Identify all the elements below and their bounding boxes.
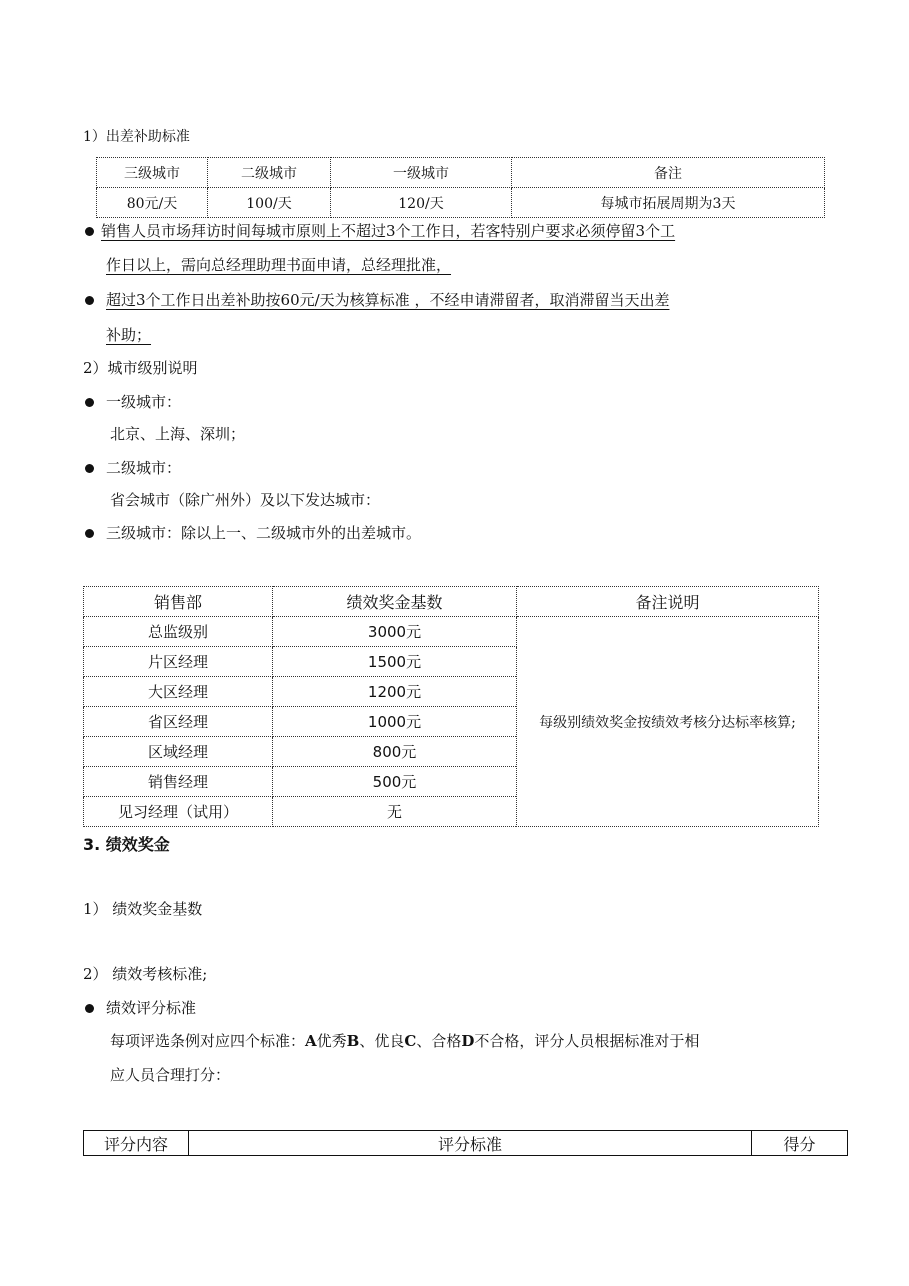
table-cell: 见习经理（试用） (84, 797, 273, 827)
table-header-cell: 二级城市 (208, 158, 331, 188)
table-header-row (84, 587, 819, 617)
table-cell: 120/天 (331, 188, 512, 218)
bullet1-line1: 销售人员市场拜访时间每城市原则上不超过3个工作日，若客特别户要求必须停留3个工 (101, 222, 676, 240)
bonus-base-table (83, 586, 819, 827)
city-level-detail: 北京、上海、深圳； (110, 425, 246, 443)
table-cell: 1000元 (273, 707, 517, 737)
table-cell: 大区经理 (84, 677, 273, 707)
table-header-cell: 销售部 (84, 587, 273, 617)
city-level-title: 一级城市： (106, 393, 182, 411)
bonus-note-cell: 每级别绩效奖金按绩效考核分达标率核算; (517, 617, 819, 827)
table-cell: 区域经理 (84, 737, 273, 767)
bullet-dot (85, 227, 94, 236)
table-header-cell: 备注说明 (517, 587, 819, 617)
bullet-dot (85, 464, 94, 473)
table-cell: 80元/天 (97, 188, 208, 218)
city-level-title: 三级城市：除以上一、二级城市外的出差城市。 (106, 524, 422, 542)
table-header-cell: 一级城市 (331, 158, 512, 188)
city-level-detail: 省会城市（除广州外）及以下发达城市： (110, 491, 381, 509)
table-header-row (97, 158, 825, 188)
section2-heading: 2）城市级别说明 (83, 359, 198, 377)
table-cell: 省区经理 (84, 707, 273, 737)
section3-heading: 3. 绩效奖金 (83, 835, 170, 854)
bullet1-line2: 作日以上，需向总经理助理书面申请，总经理批准， (106, 256, 452, 274)
table-cell: 100/天 (208, 188, 331, 218)
table-header-cell: 评分内容 (84, 1131, 189, 1156)
bullet-dot (85, 529, 94, 538)
table-header-cell: 评分标准 (189, 1131, 752, 1156)
section3-sub1: 1） 绩效奖金基数 (83, 900, 203, 918)
table-header-cell: 备注 (512, 158, 825, 188)
scoring-paragraph-line2: 应人员合理打分： (110, 1066, 231, 1084)
score-table (83, 1130, 848, 1156)
city-level-title: 二级城市： (106, 459, 182, 477)
scoring-paragraph-line1: 每项评选条例对应四个标准：A优秀B、优良C、合格D不合格，评分人员根据标准对于相 (110, 1032, 700, 1050)
scoring-standard-bullet: 绩效评分标准 (106, 999, 197, 1017)
travel-allowance-table (96, 157, 825, 218)
table-cell: 片区经理 (84, 647, 273, 677)
table-cell: 1200元 (273, 677, 517, 707)
table-row (97, 188, 825, 218)
table-cell: 1500元 (273, 647, 517, 677)
section3-sub2: 2） 绩效考核标准; (83, 965, 208, 983)
bullet2-line2: 补助； (106, 326, 152, 344)
section1-heading: 1）出差补助标准 (83, 129, 190, 145)
bullet-dot (85, 296, 94, 305)
bullet2-line1: 超过3个工作日出差补助按60元/天为核算标准 ，不经申请滞留者，取消滞留当天出差 (106, 291, 670, 309)
table-cell: 3000元 (273, 617, 517, 647)
table-header-row (84, 1131, 848, 1156)
table-cell: 500元 (273, 767, 517, 797)
bullet-dot (85, 398, 94, 407)
table-cell: 800元 (273, 737, 517, 767)
bullet-dot (85, 1004, 94, 1013)
table-header-cell: 绩效奖金基数 (273, 587, 517, 617)
table-header-cell: 得分 (752, 1131, 848, 1156)
table-cell: 无 (273, 797, 517, 827)
table-cell: 销售经理 (84, 767, 273, 797)
table-header-cell: 三级城市 (97, 158, 208, 188)
table-cell: 每城市拓展周期为3天 (512, 188, 825, 218)
table-row (84, 617, 819, 647)
table-cell: 总监级别 (84, 617, 273, 647)
